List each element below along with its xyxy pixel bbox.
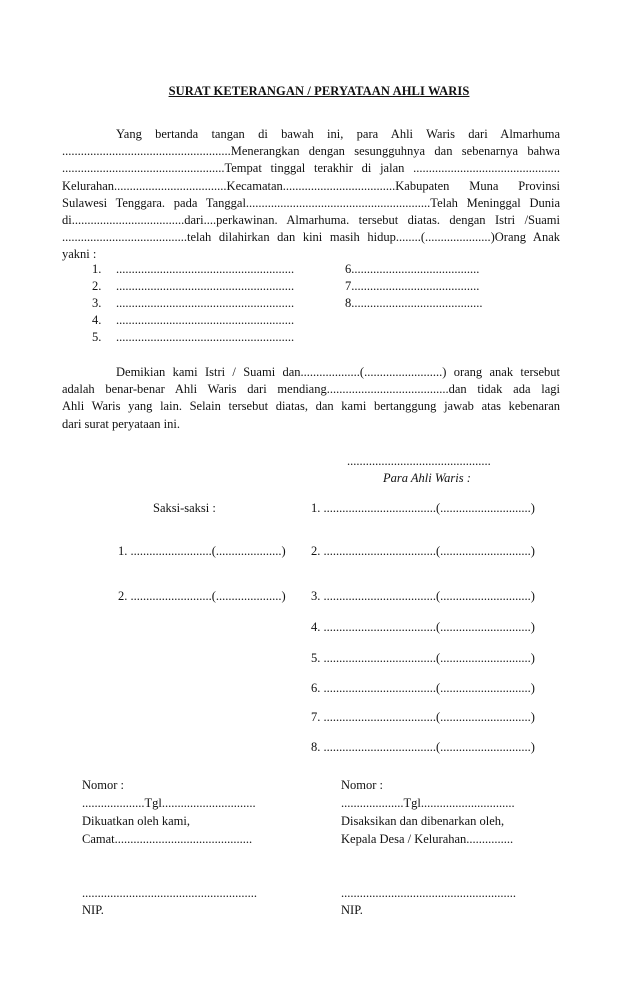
child-item: 2. ......................................................... bbox=[92, 279, 295, 293]
footer-left-nomor: Nomor : bbox=[82, 778, 125, 792]
footer-left-tgl: ....................Tgl.............................. bbox=[82, 796, 256, 810]
footer-left-line2: Camat............................................ bbox=[82, 832, 253, 846]
heir-item: 3. ....................................(.............................) bbox=[311, 589, 535, 603]
closing-line: dari surat peryataan ini. bbox=[62, 416, 181, 431]
footer-left-signature-line: ........................................................ bbox=[82, 886, 257, 900]
footer-right-tgl: ....................Tgl.............................. bbox=[341, 796, 515, 810]
closing-line: adalah benar-benar Ahli Waris dari mendiang.......................................dan tidak ada lagi bbox=[62, 382, 560, 397]
child-item: 1. ......................................................... bbox=[92, 262, 295, 276]
closing-line: Ahli Waris yang lain. Selain tersebut diatas, dan kami bertanggung jawab atas kebenaran bbox=[62, 399, 560, 414]
child-item: 5. ......................................................... bbox=[92, 330, 295, 344]
intro-line: Yang bertanda tangan di bawah ini, para Ahli Waris dari Almarhuma bbox=[116, 127, 560, 141]
heir-item: 6. ....................................(.............................) bbox=[311, 681, 535, 695]
heir-item: 4. ....................................(.............................) bbox=[311, 620, 535, 634]
heir-item: 8. ....................................(.............................) bbox=[311, 740, 535, 754]
heirs-signature-line: .............................................. bbox=[347, 454, 491, 468]
heir-item: 1. ....................................(.............................) bbox=[311, 501, 535, 515]
intro-line: di....................................dari....perkawinan. Almarhuma. tersebut diatas. dengan Istri /Suami bbox=[62, 212, 560, 227]
intro-line: ....................................................Tempat tinggal terakhir di jalan ............................................... bbox=[62, 161, 560, 176]
footer-right-nip: NIP. bbox=[341, 903, 363, 917]
witness-item: 1. ..........................(.....................) bbox=[118, 544, 286, 558]
footer-right-signature-line: ........................................................ bbox=[341, 886, 516, 900]
closing-paragraph bbox=[62, 364, 560, 433]
intro-line: ........................................telah dilahirkan dan kini masih hidup........(.....................)Orang Anak bbox=[62, 230, 560, 245]
closing-line: Demikian kami Istri / Suami dan...................(.........................) orang anak tersebut bbox=[116, 365, 560, 379]
witness-label: Saksi-saksi : bbox=[153, 501, 216, 515]
child-item: 3. ......................................................... bbox=[92, 296, 295, 310]
intro-line: yakni : bbox=[62, 247, 97, 262]
child-item: 4. ......................................................... bbox=[92, 313, 295, 327]
child-item: 6......................................... bbox=[345, 262, 480, 276]
child-item: 7......................................... bbox=[345, 279, 480, 293]
heir-item: 2. ....................................(.............................) bbox=[311, 544, 535, 558]
child-item: 8.......................................... bbox=[345, 296, 483, 310]
heir-item: 7. ....................................(.............................) bbox=[311, 710, 535, 724]
intro-line: Kelurahan....................................Kecamatan....................................Kabupaten Muna Provinsi bbox=[62, 178, 560, 193]
witness-item: 2. ..........................(.....................) bbox=[118, 589, 286, 603]
footer-left-nip: NIP. bbox=[82, 903, 104, 917]
heirs-label: Para Ahli Waris : bbox=[383, 471, 471, 485]
intro-line: Sulawesi Tenggara. pada Tanggal...........................................................Telah Meninggal Dunia bbox=[62, 195, 560, 210]
footer-right-line1: Disaksikan dan dibenarkan oleh, bbox=[341, 814, 505, 828]
intro-line: ......................................................Menerangkan dengan sesungguhnya dan sebenarnya bahwa bbox=[62, 144, 560, 159]
footer-right-nomor: Nomor : bbox=[341, 778, 384, 792]
heir-item: 5. ....................................(.............................) bbox=[311, 651, 535, 665]
footer-right-line2: Kepala Desa / Kelurahan............... bbox=[341, 832, 514, 846]
intro-paragraph bbox=[62, 126, 560, 264]
document-title: SURAT KETERANGAN / PERYATAAN AHLI WARIS bbox=[168, 84, 470, 98]
footer-left-line1: Dikuatkan oleh kami, bbox=[82, 814, 190, 828]
